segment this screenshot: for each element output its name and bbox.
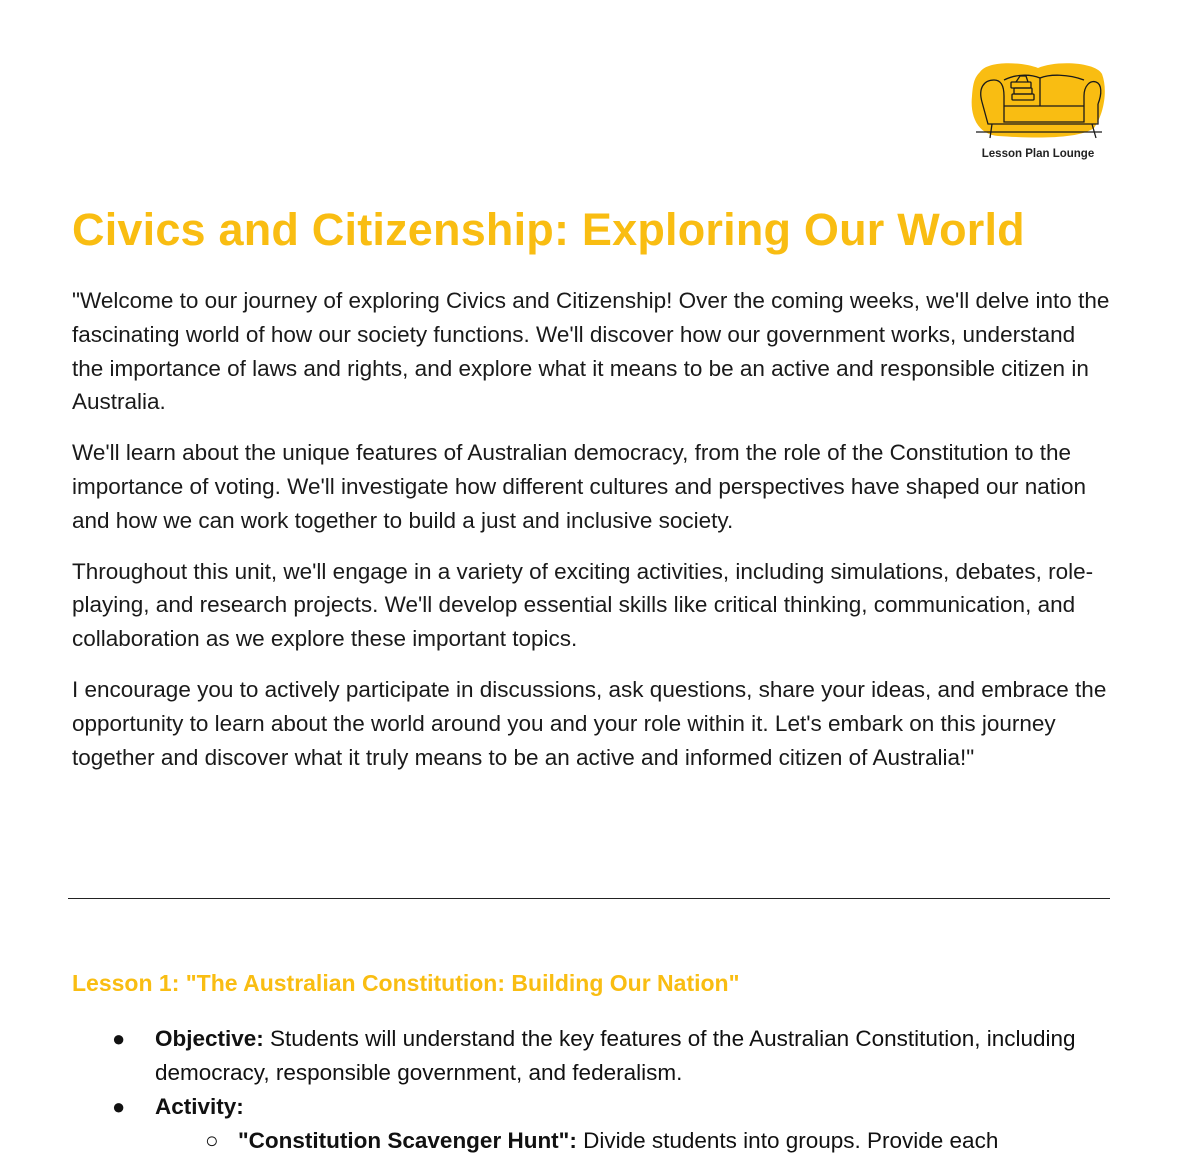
objective-label: Objective: — [155, 1026, 264, 1051]
intro-paragraph: We'll learn about the unique features of Australian democracy, from the role of the Constitution to the importance of voting. We'll investigate how different cultures and perspectives have shaped our nation and how we can work together to build a just and inclusive society. — [72, 440, 1087, 533]
activity-name: "Constitution Scavenger Hunt": — [238, 1127, 577, 1153]
objective-text: Students will understand the key features of the Australian Constitution, including democracy, responsible government, and federalism. — [155, 1026, 1076, 1085]
intro-paragraph: I encourage you to actively participate in discussions, ask questions, share your ideas, and embrace the opportunity to learn about the world around you and your role within it. Let's embark on this journey together and discover what it truly means to be an active and informed citizen of Australia!" — [72, 676, 1107, 770]
intro-section — [72, 284, 1112, 791]
list-item — [72, 1090, 1112, 1157]
bullet-icon: ● — [112, 1094, 126, 1119]
sub-bullet-icon: ○ — [205, 1127, 219, 1153]
activity-label: Activity: — [155, 1094, 244, 1119]
lesson-heading: Lesson 1: "The Australian Constitution: Building Our Nation" — [72, 970, 740, 996]
page-title: Civics and Citizenship: Exploring Our World — [72, 204, 1025, 255]
lesson-list — [72, 1022, 1112, 1158]
list-item — [155, 1124, 1112, 1158]
bullet-icon: ● — [112, 1026, 126, 1051]
sofa-books-icon — [968, 58, 1108, 148]
list-item — [72, 1022, 1112, 1089]
intro-paragraph: Throughout this unit, we'll engage in a variety of exciting activities, including simulations, debates, role-playing, and research projects. We'll develop essential skills like critical thinking, communication, and collaboration as we explore these important topics. — [72, 558, 1094, 652]
sub-list — [155, 1124, 1112, 1158]
activity-text: Divide students into groups. Provide each — [576, 1127, 999, 1153]
logo-text: Lesson Plan Lounge — [981, 148, 1095, 160]
logo — [968, 58, 1108, 168]
horizontal-divider — [68, 898, 1110, 899]
intro-paragraph: "Welcome to our journey of exploring Civics and Citizenship! Over the coming weeks, we'll delve into the fascinating world of how our society functions. We'll discover how our government works, understand the importance of laws and rights, and explore what it means to be an active and responsible citizen in Australia. — [72, 288, 1110, 415]
